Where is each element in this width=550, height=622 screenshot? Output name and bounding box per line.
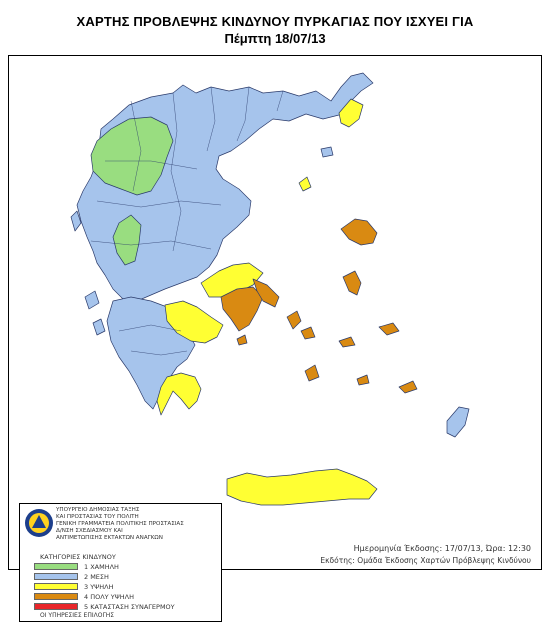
issuer-text: Εκδότης: Ομάδα Έκδοσης Χαρτών Πρόβλεψης Κινδύνου [320, 556, 531, 565]
legend-panel [19, 503, 222, 622]
island-zakynthos [93, 319, 105, 335]
org-line: ΥΠΟΥΡΓΕΙΟ ΔΗΜΟΣΙΑΣ ΤΑΞΗΣ [56, 507, 140, 513]
island-chios [343, 271, 361, 295]
island-rhodes-nearby [357, 375, 369, 385]
island-ikaria [339, 337, 355, 347]
legend-swatch-alarm [34, 603, 78, 610]
legend-swatch-high [34, 583, 78, 590]
legend-row-low [34, 562, 175, 571]
org-line: ΑΝΤΙΜΕΤΩΠΙΣΗΣ ΕΚΤΑΚΤΩΝ ΑΝΑΓΚΩΝ [56, 535, 163, 541]
island-crete [227, 469, 377, 505]
org-line: ΓΕΝΙΚΗ ΓΡΑΜΜΑΤΕΙΑ ΠΟΛΙΤΙΚΗΣ ΠΡΟΣΤΑΣΙΑΣ [56, 521, 184, 527]
map-title: ΧΑΡΤΗΣ ΠΡΟΒΛΕΨΗΣ ΚΙΝΔΥΝΟΥ ΠΥΡΚΑΓΙΑΣ ΠΟΥ ΙΣΧΥΕΙ ΓΙΑ [76, 14, 474, 29]
legend-rows [34, 562, 175, 612]
legend-label: 3 ΥΨΗΛΗ [84, 582, 114, 591]
legend-row-very-high [34, 592, 175, 601]
org-line: ΚΑΙ ΠΡΟΣΤΑΣΙΑΣ ΤΟΥ ΠΟΛΙΤΗ [56, 514, 139, 520]
greece-risk-map [9, 56, 541, 569]
island-skyros [299, 177, 311, 191]
island-kos [399, 381, 417, 393]
region-attica [221, 287, 263, 331]
legend-row-alarm [34, 602, 175, 611]
issue-datetime: Ημερομηνία Έκδοσης: 17/07/13, Ώρα: 12:30 [353, 544, 531, 553]
island-limnos [321, 147, 333, 157]
civil-protection-logo-icon [24, 508, 54, 538]
legend-swatch-low [34, 563, 78, 570]
map-frame [8, 55, 542, 619]
legend-footer: ΟΙ ΥΠΗΡΕΣΙΕΣ ΕΠΙΛΟΓΗΣ [40, 612, 115, 619]
legend-row-high [34, 582, 175, 591]
issuing-organization [56, 507, 222, 542]
legend-title: ΚΑΤΗΓΟΡΙΕΣ ΚΙΝΔΥΝΟΥ [40, 553, 116, 561]
island-naxos [305, 365, 319, 381]
island-aegina [237, 335, 247, 345]
island-kefalonia [85, 291, 99, 309]
island-andros [287, 311, 301, 329]
legend-label: 1 ΧΑΜΗΛΗ [84, 562, 119, 571]
island-rhodes [447, 407, 469, 437]
island-samos [379, 323, 399, 335]
map-date: Πέμπτη 18/07/13 [224, 31, 326, 46]
legend-label: 2 ΜΕΣΗ [84, 572, 109, 581]
island-lesvos [341, 219, 377, 245]
legend-swatch-very-high [34, 593, 78, 600]
legend-label: 5 ΚΑΤΑΣΤΑΣΗ ΣΥΝΑΓΕΡΜΟΥ [84, 602, 175, 611]
legend-label: 4 ΠΟΛΥ ΥΨΗΛΗ [84, 592, 134, 601]
org-line: Δ/ΝΣΗ ΣΧΕΔΙΑΣΜΟΥ ΚΑΙ [56, 528, 123, 534]
island-tinos [301, 327, 315, 339]
